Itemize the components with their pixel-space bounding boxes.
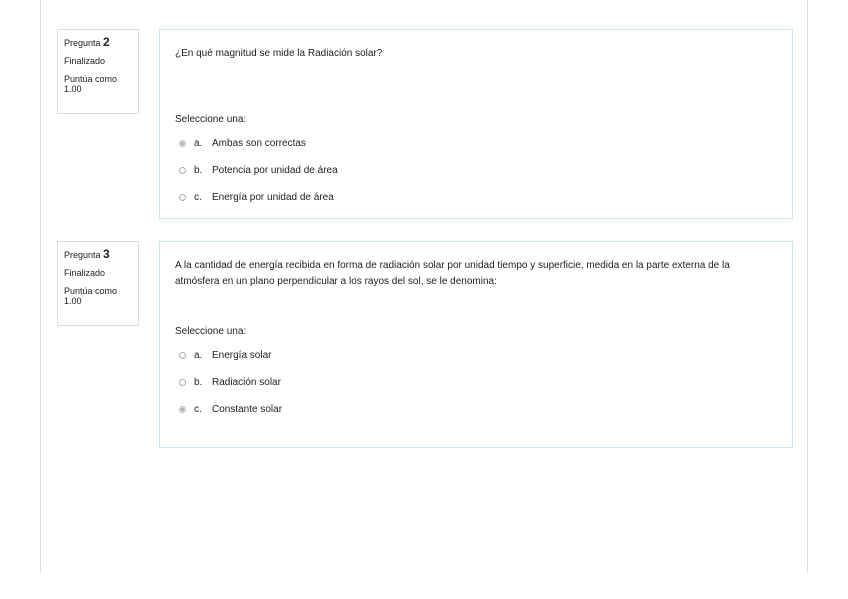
question-label-text: Pregunta: [64, 38, 101, 48]
question-number: 2: [103, 35, 110, 49]
page-border-right: [807, 0, 808, 572]
option-text: Energía por unidad de área: [212, 191, 334, 203]
answer-option-b[interactable]: [175, 369, 777, 396]
answer-option-a[interactable]: [175, 342, 777, 369]
question-text: A la cantidad de energía recibida en forma de radiación solar por unidad tiempo y superficie, medida en la parte externa de la atmósfera en un plano perpendicular a los rayos del sol, se le denomina:: [175, 260, 730, 287]
answer-option-a[interactable]: [175, 130, 777, 157]
option-letter: b.: [194, 376, 203, 388]
question-content-2: [159, 29, 793, 219]
radio-button[interactable]: [179, 194, 186, 201]
question-state: Finalizado: [64, 55, 106, 66]
option-letter: b.: [194, 164, 203, 176]
option-letter: a.: [194, 349, 203, 361]
answer-option-b[interactable]: [175, 157, 777, 184]
option-letter: c.: [194, 191, 202, 203]
radio-button[interactable]: [179, 379, 186, 386]
option-letter: c.: [194, 403, 202, 415]
answer-option-c[interactable]: [175, 184, 777, 211]
question-grade: Puntúa como 1.00: [64, 74, 118, 95]
question-text: ¿En qué magnitud se mide la Radiación solar?: [175, 48, 383, 59]
question-info-2: [57, 29, 139, 114]
answer-option-c[interactable]: [175, 396, 777, 423]
radio-button[interactable]: [179, 406, 186, 413]
option-text: Energía solar: [212, 349, 272, 361]
question-content-3: [159, 241, 793, 448]
question-state: Finalizado: [64, 267, 106, 278]
answer-prompt: Seleccione una:: [175, 114, 247, 125]
page-border-left: [40, 0, 41, 572]
radio-button[interactable]: [179, 167, 186, 174]
option-text: Potencia por unidad de área: [212, 164, 338, 176]
question-label-text: Pregunta: [64, 250, 101, 260]
question-info-3: [57, 241, 139, 326]
answer-prompt: Seleccione una:: [175, 326, 247, 337]
question-grade: Puntúa como 1.00: [64, 286, 118, 307]
radio-button[interactable]: [179, 352, 186, 359]
question-label: [64, 36, 132, 50]
option-letter: a.: [194, 137, 203, 149]
option-text: Ambas son correctas: [212, 137, 306, 149]
option-text: Constante solar: [212, 403, 283, 415]
question-number: 3: [103, 247, 110, 261]
radio-button[interactable]: [179, 140, 186, 147]
option-text: Radiación solar: [212, 376, 281, 388]
question-label: [64, 248, 132, 262]
